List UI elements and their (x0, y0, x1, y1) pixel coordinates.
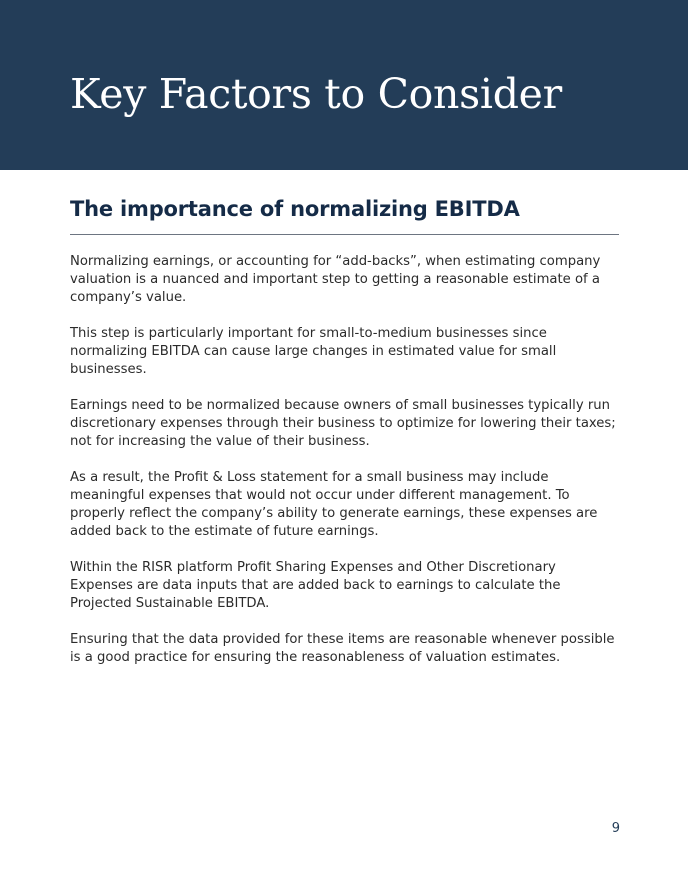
paragraph-why-normalize: Earnings need to be normalized because owners of small businesses typically run discretionary expenses through their business to optimize for lowering their taxes; not for increasing the value of their business. (70, 398, 616, 449)
page-number: 9 (611, 821, 620, 836)
paragraph-profit-loss: As a result, the Profit & Loss statement for a small business may include meaningful expenses that would not occur under different management. To properly reflect the company’s ability to generate earnings, these expenses are added back to the estimate of future earnings. (70, 470, 598, 539)
paragraph-best-practice: Ensuring that the data provided for these items are reasonable whenever possible is a good practice for ensuring the reasonableness of valuation estimates. (70, 632, 615, 665)
paragraph-risr-platform: Within the RISR platform Profit Sharing Expenses and Other Discretionary Expenses are data inputs that are added back to earnings to calculate the Projected Sustainable EBITDA. (70, 560, 561, 611)
page-title: Key Factors to Consider (70, 70, 562, 118)
body-text (70, 253, 622, 685)
heading-divider (70, 234, 619, 235)
section-heading: The importance of normalizing EBITDA (70, 197, 520, 221)
title-banner (0, 0, 688, 170)
paragraph-small-business: This step is particularly important for small-to-medium businesses since normalizing EBITDA can cause large changes in estimated value for small businesses. (70, 326, 557, 377)
paragraph-add-backs: Normalizing earnings, or accounting for “add-backs”, when estimating company valuation is a nuanced and important step to getting a reasonable estimate of a company’s value. (70, 254, 601, 305)
